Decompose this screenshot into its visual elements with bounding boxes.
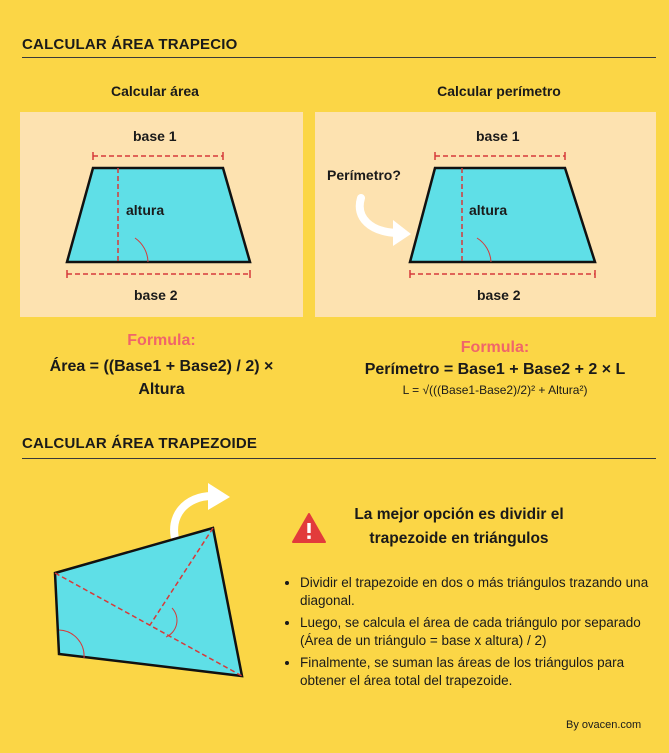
height-label: altura	[126, 202, 165, 218]
trapezoid-shape	[55, 528, 242, 676]
perimeter-formula-line2: L = √(((Base1-Base2)/2)² + Altura²)	[402, 383, 588, 397]
list-item: • Finalmente, se suman las áreas de los triángulos para obtener el área total del trapezoide.	[300, 654, 660, 690]
base2-label: base 2	[134, 287, 178, 303]
warning-icon	[291, 512, 327, 544]
base1-label: base 1	[476, 128, 520, 144]
list-item: • Dividir el trapezoide en dos o más triángulos trazando una diagonal.	[300, 574, 660, 610]
steps-list	[284, 574, 660, 694]
perimeter-formula-label: Formula:	[460, 339, 530, 356]
credit-text: By ovacen.com	[566, 719, 642, 731]
height-label: altura	[469, 202, 508, 218]
perimeter-question-label: Perímetro?	[327, 167, 401, 183]
panel-title-perimeter: Calcular perímetro	[437, 83, 561, 99]
trapezoid-triangles-diagram	[40, 480, 270, 690]
base1-label: base 1	[133, 128, 177, 144]
area-diagram-panel	[20, 112, 303, 317]
section-divider	[22, 57, 656, 58]
panel-title-area: Calcular área	[111, 83, 199, 99]
curved-arrow-icon	[360, 198, 411, 246]
list-item: • Luego, se calcula el área de cada triángulo por separado (Área de un triángulo = base x altura) / 2)	[300, 614, 660, 650]
perimeter-formula-line1: Perímetro = Base1 + Base2 + 2 × L	[364, 361, 626, 378]
perimeter-diagram-panel	[315, 112, 656, 317]
area-formula-line2: Altura	[138, 381, 185, 398]
warning-line2: trapezoide en triángulos	[369, 530, 549, 547]
area-formula-line1: Área = ((Base1 + Base2) / 2) ×	[49, 358, 274, 375]
area-formula-label: Formula:	[127, 332, 196, 349]
base2-label: base 2	[477, 287, 521, 303]
warning-line1: La mejor opción es dividir el	[354, 506, 564, 523]
section-title-trapezoide: CALCULAR ÁREA TRAPEZOIDE	[22, 435, 258, 452]
section-title-trapecio: CALCULAR ÁREA TRAPECIO	[22, 36, 238, 53]
section-divider	[22, 458, 656, 459]
